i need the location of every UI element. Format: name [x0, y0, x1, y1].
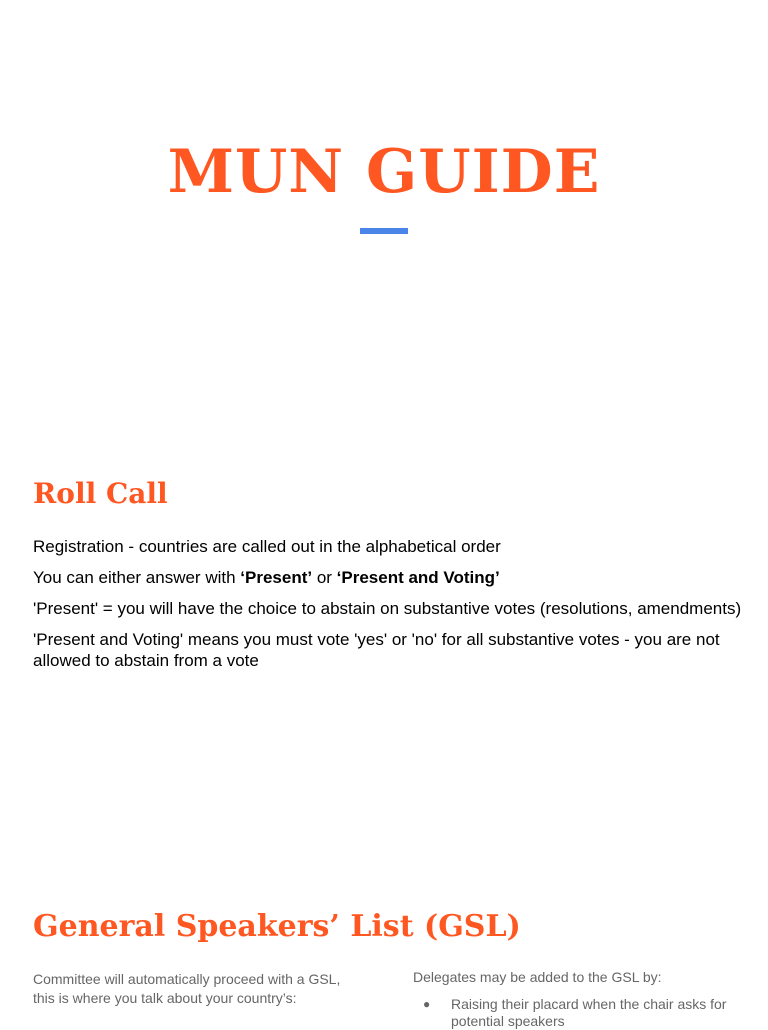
gsl-left-text: Committee will automatically proceed with a GSL, this is where you talk about your country’s: — [33, 971, 341, 1006]
answer-option-present: ‘Present’ — [240, 568, 313, 587]
gsl-right-column — [413, 968, 743, 1030]
list-item-text: Raising their placard when the chair asks for potential speakers — [451, 996, 727, 1029]
roll-call-heading: Roll Call — [33, 477, 168, 510]
roll-call-line-present-definition: 'Present' = you will have the choice to abstain on substantive votes (resolutions, amendments) — [33, 599, 742, 618]
page-title: MUN GUIDE — [167, 137, 601, 207]
list-item — [413, 996, 743, 1030]
answer-options-prefix: You can either answer with — [33, 568, 241, 587]
title-underline-divider — [360, 228, 408, 234]
gsl-heading: General Speakers’ List (GSL) — [33, 909, 521, 944]
roll-call-line-answer-options — [33, 567, 743, 588]
roll-call-line-registration: Registration - countries are called out in the alphabetical order — [33, 537, 501, 556]
roll-call-body — [33, 536, 743, 681]
roll-call-line-present-and-voting-definition: 'Present and Voting' means you must vote 'yes' or 'no' for all substantive votes - you are not allowed to abstain from a vote — [33, 630, 720, 670]
answer-options-middle: or — [312, 568, 337, 587]
gsl-right-intro: Delegates may be added to the GSL by: — [413, 969, 662, 985]
answer-option-present-and-voting: ‘Present and Voting’ — [336, 568, 500, 587]
gsl-bullet-list — [413, 996, 743, 1030]
bullet-icon: ● — [423, 997, 431, 1011]
